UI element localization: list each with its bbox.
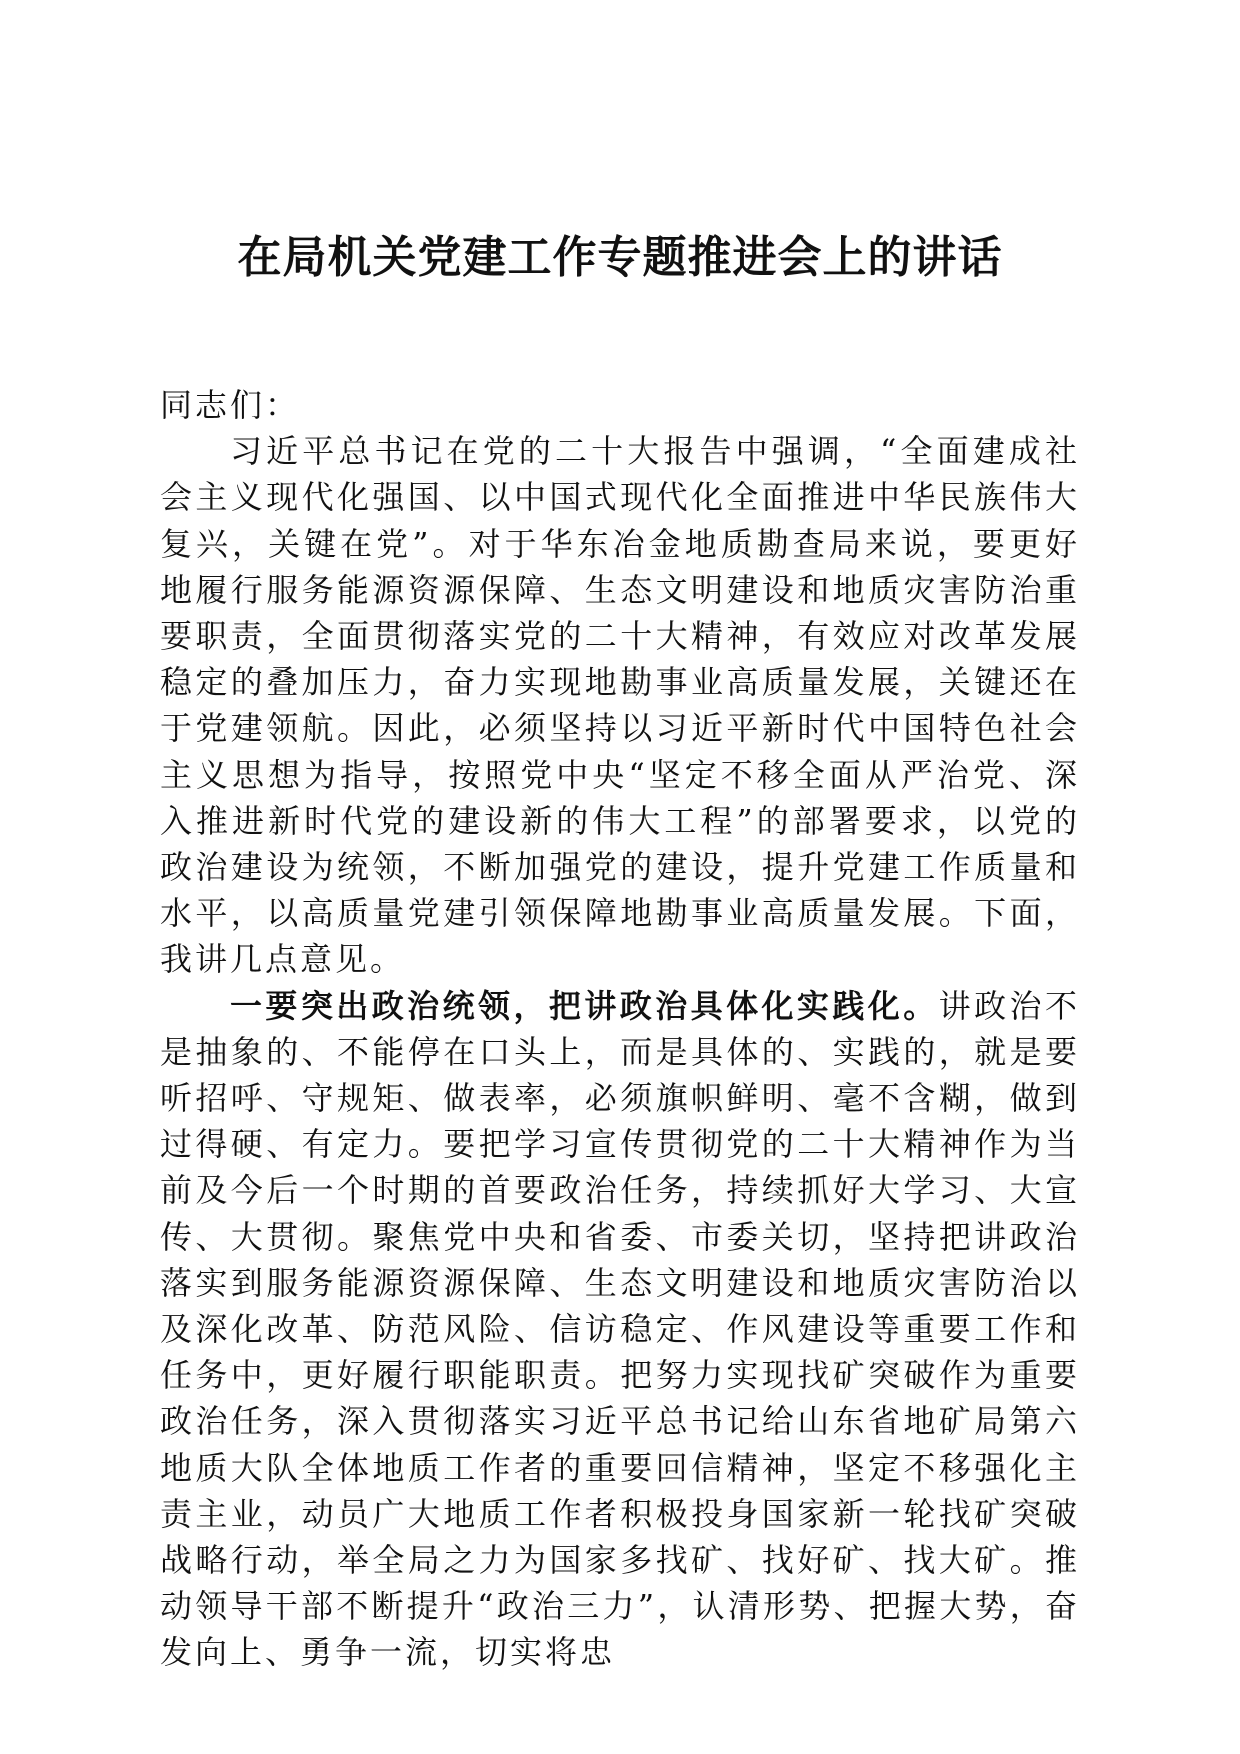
paragraph-intro: 习近平总书记在党的二十大报告中强调，“全面建成社会主义现代化强国、以中国式现代化全面推进中华民族伟大复兴，关键在党”。对于华东冶金地质勘查局来说，要更好地履行服务能源资源保障、生态文明建设和地质灾害防治重要职责，全面贯彻落实党的二十大精神，有效应对改革发展稳定的叠加压力，奋力实现地勘事业高质量发展，关键还在于党建领航。因此，必须坚持以习近平新时代中国特色社会主义思想为指导，按照党中央“坚定不移全面从严治党、深入推进新时代党的建设新的伟大工程”的部署要求，以党的政治建设为统领，不断加强党的建设，提升党建工作质量和水平，以高质量党建引领保障地勘事业高质量发展。下面，我讲几点意见。	[160, 432, 1080, 979]
point-one-body: 讲政治不是抽象的、不能停在口头上，而是具体的、实践的，就是要听招呼、守规矩、做表率，必须旗帜鲜明、毫不含糊，做到过得硬、有定力。要把学习宣传贯彻党的二十大精神作为当前及今后一个时期的首要政治任务，持续抓好大学习、大宣传、大贯彻。聚焦党中央和省委、市委关切，坚持把讲政治落实到服务能源资源保障、生态文明建设和地质灾害防治以及深化改革、防范风险、信访稳定、作风建设等重要工作和任务中，更好履行职能职责。把努力实现找矿突破作为重要政治任务，深入贯彻落实习近平总书记给山东省地矿局第六地质大队全体地质工作者的重要回信精神，坚定不移强化主责主业，动员广大地质工作者积极投身国家新一轮找矿突破战略行动，举全局之力为国家多找矿、找好矿、找大矿。推动领导干部不断提升“政治三力”，认清形势、把握大势，奋发向上、勇争一流，切实将忠	[160, 986, 1080, 1672]
paragraph-point-one	[160, 983, 1080, 1676]
salutation: 同志们：	[160, 386, 301, 424]
page-title: 在局机关党建工作专题推进会上的讲话	[237, 232, 1003, 283]
point-one-heading: 一要突出政治统领，把讲政治具体化实践化。	[230, 986, 939, 1025]
document-body	[160, 382, 1080, 1676]
